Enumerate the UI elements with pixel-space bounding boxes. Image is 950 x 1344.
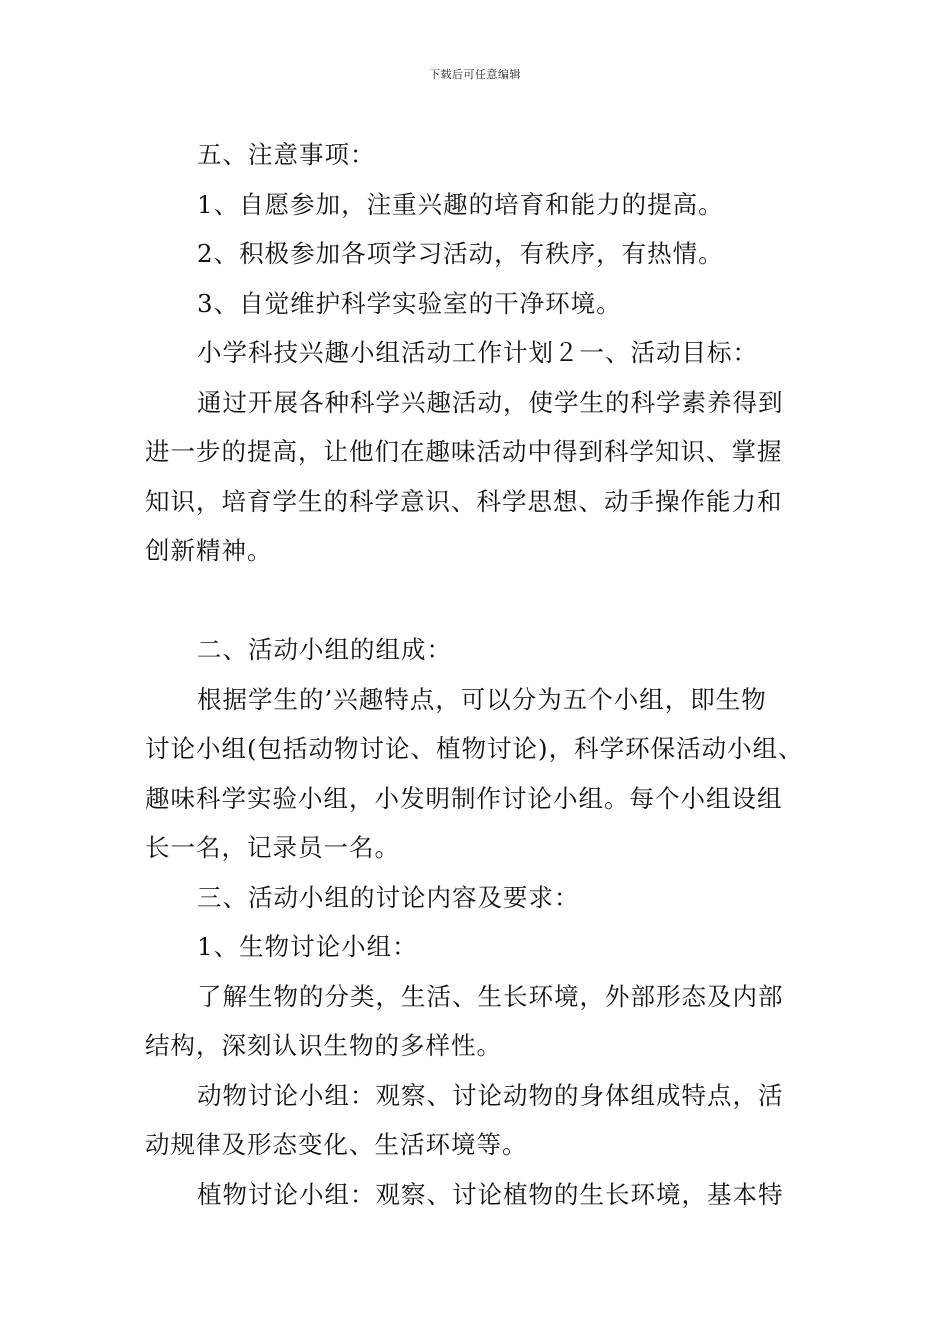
paragraph-line: 动规律及形态变化、生活环境等。 bbox=[145, 1130, 528, 1159]
page-header: 下载后可任意编辑 bbox=[429, 68, 521, 81]
paragraph-line: 知识，培育学生的科学意识、科学思想、动手操作能力和 bbox=[145, 486, 783, 516]
paragraph-line: 动物讨论小组：观察、讨论动物的身体组成特点，活 bbox=[197, 1080, 784, 1110]
heading-group-composition: 二、活动小组的组成： bbox=[197, 635, 452, 664]
paragraph-line: 了解生物的分类，生活、生长环境，外部形态及内部 bbox=[197, 981, 784, 1011]
paragraph-line: 趣味科学实验小组，小发明制作讨论小组。每个小组设组 bbox=[145, 783, 783, 813]
paragraph-line: 根据学生的’兴趣特点，可以分为五个小组，即生物 bbox=[197, 684, 767, 714]
paragraph-line: 植物讨论小组：观察、讨论植物的生长环境，基本特 bbox=[197, 1179, 784, 1209]
heading-plan-title: 小学科技兴趣小组活动工作计划２一、活动目标： bbox=[197, 338, 758, 367]
list-item: 2、积极参加各项学习活动，有秩序，有热情。 bbox=[197, 239, 724, 268]
list-item: 3、自觉维护科学实验室的干净环境。 bbox=[197, 288, 622, 318]
document-body bbox=[145, 130, 825, 1219]
paragraph-line: 通过开展各种科学兴趣活动，使学生的科学素养得到 bbox=[197, 387, 784, 417]
paragraph-line: 长一名，记录员一名。 bbox=[145, 833, 400, 862]
paragraph-line: 进一步的提高，让他们在趣味活动中得到科学知识、掌握 bbox=[145, 437, 783, 466]
paragraph-line: 讨论小组(包括动物讨论、植物讨论)，科学环保活动小组、 bbox=[145, 734, 804, 763]
heading-notes: 五、注意事项： bbox=[197, 140, 376, 169]
heading-group-content: 三、活动小组的讨论内容及要求： bbox=[197, 882, 580, 912]
paragraph-gap bbox=[145, 576, 825, 626]
paragraph-line: 结构，深刻认识生物的多样性。 bbox=[145, 1031, 502, 1060]
subheading-biology: 1、生物讨论小组： bbox=[197, 932, 418, 961]
list-item: 1、自愿参加，注重兴趣的培育和能力的提高。 bbox=[197, 189, 724, 219]
paragraph-line: 创新精神。 bbox=[145, 536, 273, 565]
